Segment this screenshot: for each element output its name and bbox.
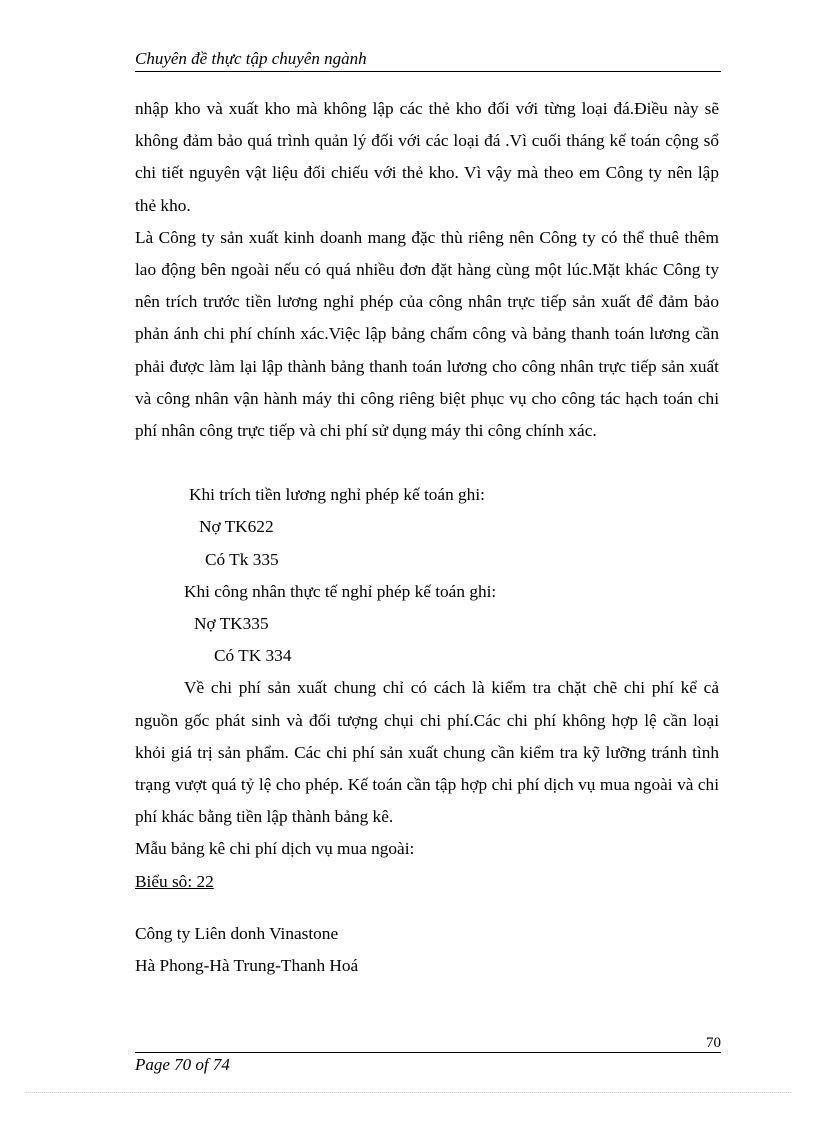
spacer	[135, 447, 719, 479]
document-body	[135, 93, 719, 982]
spacer	[135, 898, 719, 918]
paragraph-overhead: Về chi phí sản xuất chung chỉ có cách là kiểm tra chặt chẽ chi phí kể cả nguồn gốc phát sinh và đối tượng chụi chi phí.Các chi phí không hợp lệ cần loại khỏi giá trị sản phẩm. Các chi phí sản xuất chung cần kiểm tra kỹ lưỡng tránh tình trạng vượt quá tỷ lệ cho phép. Kế toán cần tập hợp chi phí dịch vụ mua ngoài và chi phí khác bằng tiền lập thành bảng kê.	[135, 678, 719, 827]
header-title: Chuyên đề thực tập chuyên ngành	[135, 49, 367, 68]
running-header	[135, 48, 721, 72]
paragraph-labor: Là Công ty sản xuất kinh doanh mang đặc thù riêng nên Công ty có thể thuê thêm lao động bên ngoài nếu có quá nhiều đơn đặt hàng cùng một lúc.Mặt khác Công ty nên trích trước tiền lương nghỉ phép của công nhân trực tiếp sản xuất để đảm bảo phản ánh chi phí chính xác.Việc lập bảng chấm công và bảng thanh toán lương cần phải được làm lại lập thành bảng thanh toán lương cho công nhân trực tiếp sản xuất và công nhân vận hành máy thi công riêng biệt phục vụ cho công tác hạch toán chi phí nhân công trực tiếp và chi phí sử dụng máy thi công chính xác.	[135, 227, 719, 441]
entry-leave-accrual-title: Khi trích tiền lương nghỉ phép kế toán ghi:	[189, 485, 485, 505]
table-reference: Biểu sô: 22	[135, 871, 214, 891]
page-number	[135, 1034, 721, 1053]
template-label: Mẫu bảng kê chi phí dịch vụ mua ngoài:	[135, 839, 415, 859]
entry-actual-leave-debit: Nợ TK335	[194, 614, 269, 634]
page-footer	[135, 1055, 230, 1075]
entry-actual-leave-credit: Có TK 334	[214, 646, 292, 666]
entry-leave-accrual-debit: Nợ TK622	[199, 517, 274, 537]
entry-actual-leave-title: Khi công nhân thực tế nghỉ phép kế toán ghi:	[184, 581, 497, 601]
paragraph-warehouse: nhập kho và xuất kho mà không lập các thẻ kho đối với từng loại đá.Điều này sẽ không đảm bảo quá trình quản lý đối với các loại đá .Vì cuối tháng kế toán cộng sổ chi tiết nguyên vật liệu đối chiếu với thẻ kho. Vì vậy mà theo em Công ty nên lập thẻ kho.	[135, 99, 719, 215]
company-address: Hà Phong-Hà Trung-Thanh Hoá	[135, 956, 359, 976]
page-number-value: 70	[706, 1035, 721, 1051]
page-edge-divider	[25, 1092, 791, 1093]
company-name: Công ty Liên donh Vinastone	[135, 923, 339, 943]
entry-leave-accrual-credit: Có Tk 335	[205, 549, 279, 569]
footer-text: Page 70 of 74	[135, 1055, 230, 1074]
